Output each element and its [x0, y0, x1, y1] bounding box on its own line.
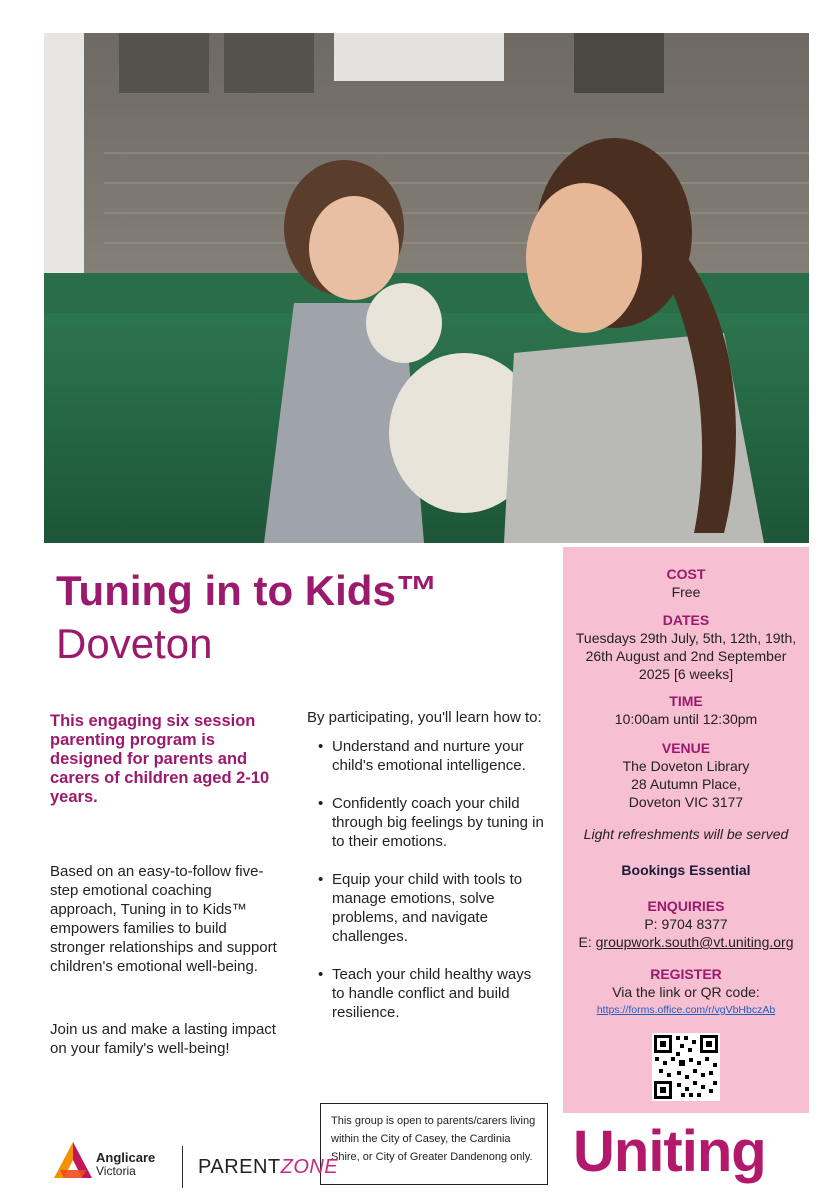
cost-value: Free [671, 584, 701, 600]
venue-line-2: 28 Autumn Place, [631, 776, 741, 792]
list-item: • Equip your child with tools to manage emotions, solve problems, and navigate challenges. [332, 870, 547, 946]
register-block [563, 965, 809, 1019]
anglicare-name: Anglicare [96, 1150, 156, 1165]
anglicare-state: Victoria [96, 1164, 136, 1178]
email-link[interactable]: groupwork.south@vt.uniting.org [595, 934, 794, 950]
dates-line-2: 26th August and 2nd September [585, 648, 787, 664]
enquiries-phone: P: 9704 8377 [644, 916, 728, 932]
register-link[interactable]: https://forms.office.com/r/vgVbHbczAb [596, 1004, 776, 1016]
enquiries-block [563, 897, 809, 951]
dates-line-1: Tuesdays 29th July, 5th, 12th, 19th, [575, 630, 797, 646]
dates-label: DATES [662, 612, 710, 628]
time-value: 10:00am until 12:30pm [614, 711, 758, 727]
cost-label: COST [666, 566, 706, 582]
dates-line-3: 2025 [6 weeks] [638, 666, 734, 682]
learn-section [307, 708, 547, 1041]
hero-photo [44, 33, 809, 543]
list-item: • Teach your child healthy ways to handle conflict and build resilience. [332, 965, 547, 1022]
venue-label: VENUE [661, 740, 711, 756]
list-item: • Confidently coach your child through big feelings by tuning in to their emotions. [332, 794, 547, 851]
venue-line-3: Doveton VIC 3177 [628, 794, 744, 810]
intro-highlight: This engaging six session parenting program is designed for parents and carers of children aged 2-10 years. [50, 712, 270, 806]
learn-lead: By participating, you'll learn how to: [307, 709, 542, 726]
eligibility-notice: This group is open to parents/carers living within the City of Casey, the Cardinia Shire, or City of Greater Dandenong only. [320, 1103, 548, 1185]
register-label: REGISTER [650, 966, 722, 982]
qr-code[interactable] [652, 1033, 720, 1101]
bookings-note: Bookings Essential [621, 862, 751, 878]
anglicare-mark-icon [52, 1140, 94, 1182]
enquiries-label: ENQUIRIES [647, 898, 725, 914]
time-block [563, 692, 809, 728]
body-paragraph-1: Based on an easy-to-follow five-step emotional coaching approach, Tuning in to Kids™ empowers families to build stronger relationships and support children's emotional well-being. [50, 863, 277, 975]
parentzone-part-b: ZONE [280, 1156, 339, 1178]
uniting-logo: Uniting [573, 1119, 766, 1184]
dates-block [563, 611, 809, 683]
program-title: Tuning in to Kids™ [56, 567, 438, 614]
learn-list [307, 737, 547, 1022]
cost-block [563, 565, 809, 601]
enquiries-email-row [563, 933, 809, 951]
refreshments-note: Light refreshments will be served [583, 826, 789, 842]
venue-block [563, 739, 809, 811]
parentzone-part-a: PARENT [198, 1156, 281, 1178]
email-prefix: E: [578, 934, 596, 950]
parentzone-logo [198, 1156, 338, 1179]
register-link-row [563, 1001, 809, 1019]
logo-divider [182, 1146, 183, 1188]
body-paragraph-2: Join us and make a lasting impact on your family's well-being! [50, 1021, 276, 1057]
program-location: Doveton [56, 620, 213, 667]
list-item: • Understand and nurture your child's emotional intelligence. [332, 737, 547, 775]
register-text: Via the link or QR code: [612, 984, 760, 1000]
time-label: TIME [669, 693, 703, 709]
info-panel [563, 547, 809, 1113]
venue-line-1: The Doveton Library [622, 758, 750, 774]
